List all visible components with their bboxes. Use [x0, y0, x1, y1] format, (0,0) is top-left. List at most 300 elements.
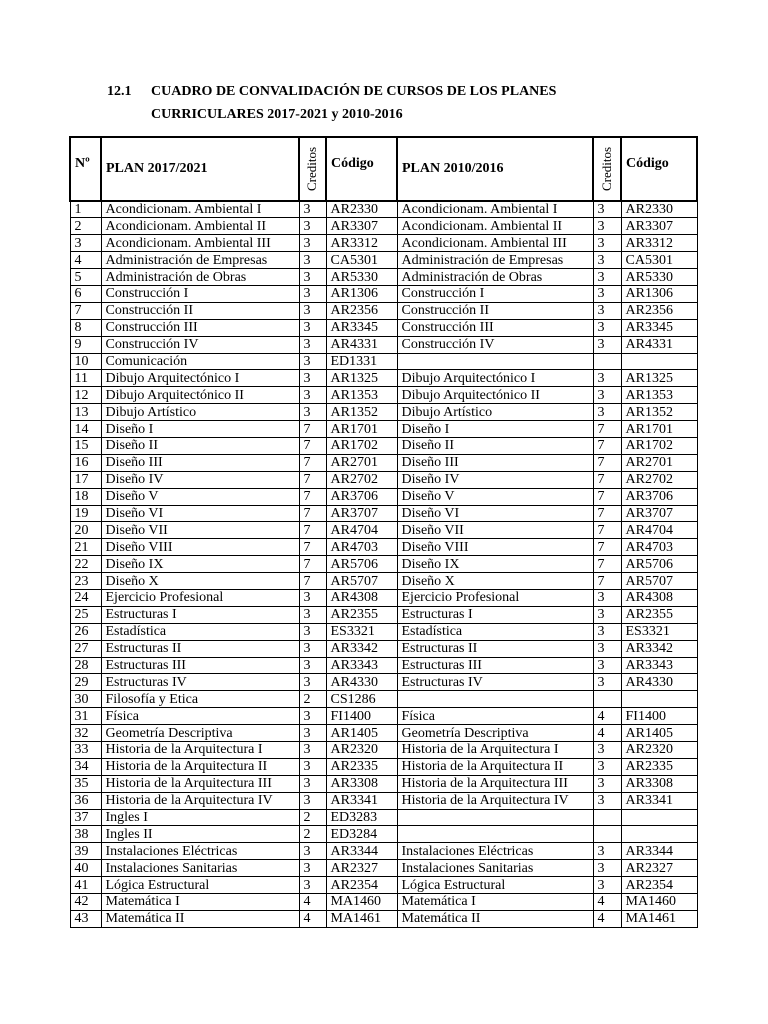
credits-2010-cell	[593, 353, 621, 370]
row-number-cell: 9	[70, 336, 101, 353]
section-title-line2: CURRICULARES 2017-2021 y 2010-2016	[151, 107, 403, 122]
code-2010-cell: MA1461	[621, 910, 697, 927]
credits-2017-cell: 7	[299, 421, 326, 438]
credits-2010-cell: 3	[593, 877, 621, 894]
row-number-cell: 42	[70, 894, 101, 911]
course-2010-cell: Diseño VII	[397, 522, 593, 539]
course-2017-cell: Instalaciones Sanitarias	[101, 860, 299, 877]
code-2017-cell: AR1325	[326, 370, 397, 387]
credits-2010-cell: 4	[593, 894, 621, 911]
row-number-cell: 5	[70, 269, 101, 286]
credits-2017-cell: 3	[299, 353, 326, 370]
code-2010-cell: MA1460	[621, 894, 697, 911]
credits-2010-cell: 3	[593, 218, 621, 235]
course-2017-cell: Acondicionam. Ambiental I	[101, 201, 299, 218]
code-2010-cell: AR3344	[621, 843, 697, 860]
row-number-cell: 3	[70, 235, 101, 252]
table-row	[70, 235, 697, 252]
course-2010-cell: Administración de Obras	[397, 269, 593, 286]
code-2017-cell: FI1400	[326, 708, 397, 725]
course-2010-cell: Lógica Estructural	[397, 877, 593, 894]
credits-2017-cell: 3	[299, 252, 326, 269]
credits-2010-cell: 7	[593, 539, 621, 556]
row-number-cell: 34	[70, 758, 101, 775]
credits-2017-cell: 3	[299, 775, 326, 792]
credits-2017-cell: 3	[299, 758, 326, 775]
table-row	[70, 539, 697, 556]
credits-2010-cell: 3	[593, 860, 621, 877]
credits-2017-cell: 3	[299, 877, 326, 894]
course-2010-cell: Estructuras III	[397, 657, 593, 674]
course-2017-cell: Construcción II	[101, 302, 299, 319]
header-number: Nº	[70, 137, 101, 201]
credits-2017-cell: 3	[299, 792, 326, 809]
course-2017-cell: Filosofía y Etica	[101, 691, 299, 708]
credits-2017-cell: 7	[299, 522, 326, 539]
code-2017-cell: AR2356	[326, 302, 397, 319]
code-2010-cell: AR1405	[621, 725, 697, 742]
code-2010-cell: AR2354	[621, 877, 697, 894]
code-2017-cell: ES3321	[326, 623, 397, 640]
table-row	[70, 623, 697, 640]
code-2010-cell: AR3345	[621, 319, 697, 336]
course-2017-cell: Física	[101, 708, 299, 725]
table-row	[70, 218, 697, 235]
table-row	[70, 573, 697, 590]
course-2010-cell: Construcción IV	[397, 336, 593, 353]
table-row	[70, 877, 697, 894]
code-2017-cell: AR1306	[326, 285, 397, 302]
credits-2017-cell: 3	[299, 860, 326, 877]
course-2010-cell: Estructuras IV	[397, 674, 593, 691]
course-2010-cell: Dibujo Arquitectónico I	[397, 370, 593, 387]
course-2010-cell: Administración de Empresas	[397, 252, 593, 269]
row-number-cell: 13	[70, 404, 101, 421]
row-number-cell: 25	[70, 606, 101, 623]
row-number-cell: 14	[70, 421, 101, 438]
table-row	[70, 201, 697, 218]
credits-2010-cell: 7	[593, 454, 621, 471]
course-2017-cell: Ingles II	[101, 826, 299, 843]
code-2017-cell: AR4330	[326, 674, 397, 691]
course-2010-cell: Historia de la Arquitectura IV	[397, 792, 593, 809]
table-row	[70, 302, 697, 319]
credits-2017-cell: 2	[299, 809, 326, 826]
code-2010-cell: FI1400	[621, 708, 697, 725]
row-number-cell: 24	[70, 589, 101, 606]
credits-2010-cell: 3	[593, 674, 621, 691]
credits-2017-cell: 3	[299, 319, 326, 336]
course-2017-cell: Matemática II	[101, 910, 299, 927]
course-2017-cell: Administración de Empresas	[101, 252, 299, 269]
code-2010-cell: AR5707	[621, 573, 697, 590]
code-2017-cell: AR3308	[326, 775, 397, 792]
course-2010-cell: Diseño VIII	[397, 539, 593, 556]
course-2017-cell: Construcción III	[101, 319, 299, 336]
row-number-cell: 26	[70, 623, 101, 640]
credits-2010-cell: 3	[593, 623, 621, 640]
code-2017-cell: AR3345	[326, 319, 397, 336]
code-2010-cell: AR1352	[621, 404, 697, 421]
code-2017-cell: AR3706	[326, 488, 397, 505]
table-row	[70, 336, 697, 353]
course-2017-cell: Dibujo Arquitectónico I	[101, 370, 299, 387]
course-2010-cell: Historia de la Arquitectura III	[397, 775, 593, 792]
course-2017-cell: Estadística	[101, 623, 299, 640]
code-2017-cell: CS1286	[326, 691, 397, 708]
course-2010-cell	[397, 826, 593, 843]
table-row	[70, 269, 697, 286]
credits-2010-cell: 4	[593, 708, 621, 725]
course-2010-cell: Geometría Descriptiva	[397, 725, 593, 742]
course-2010-cell: Diseño IX	[397, 556, 593, 573]
row-number-cell: 35	[70, 775, 101, 792]
credits-2017-cell: 3	[299, 336, 326, 353]
credits-2010-cell	[593, 809, 621, 826]
table-row	[70, 589, 697, 606]
row-number-cell: 28	[70, 657, 101, 674]
code-2017-cell: AR3341	[326, 792, 397, 809]
table-row	[70, 657, 697, 674]
code-2017-cell: AR5706	[326, 556, 397, 573]
code-2017-cell: AR4704	[326, 522, 397, 539]
code-2010-cell: AR3342	[621, 640, 697, 657]
table-row	[70, 708, 697, 725]
credits-2017-cell: 7	[299, 556, 326, 573]
code-2017-cell: MA1461	[326, 910, 397, 927]
course-2010-cell: Acondicionam. Ambiental II	[397, 218, 593, 235]
credits-2017-cell: 3	[299, 657, 326, 674]
row-number-cell: 1	[70, 201, 101, 218]
code-2017-cell: AR2327	[326, 860, 397, 877]
table-row	[70, 387, 697, 404]
row-number-cell: 18	[70, 488, 101, 505]
course-2017-cell: Diseño I	[101, 421, 299, 438]
credits-2017-cell: 3	[299, 742, 326, 759]
course-2017-cell: Construcción IV	[101, 336, 299, 353]
credits-2010-cell: 3	[593, 404, 621, 421]
credits-2017-cell: 7	[299, 437, 326, 454]
credits-2010-cell: 3	[593, 370, 621, 387]
credits-2017-cell: 4	[299, 910, 326, 927]
header-code-2017: Código	[326, 137, 397, 201]
table-row	[70, 792, 697, 809]
credits-2017-cell: 7	[299, 488, 326, 505]
code-2010-cell: AR3707	[621, 505, 697, 522]
credits-2017-cell: 3	[299, 623, 326, 640]
row-number-cell: 38	[70, 826, 101, 843]
course-2010-cell: Diseño VI	[397, 505, 593, 522]
row-number-cell: 33	[70, 742, 101, 759]
row-number-cell: 8	[70, 319, 101, 336]
credits-2010-cell: 3	[593, 387, 621, 404]
header-plan-2010: PLAN 2010/2016	[397, 137, 593, 201]
course-2010-cell: Historia de la Arquitectura I	[397, 742, 593, 759]
code-2017-cell: ED1331	[326, 353, 397, 370]
code-2010-cell: AR3312	[621, 235, 697, 252]
code-2010-cell: AR5330	[621, 269, 697, 286]
course-2010-cell: Diseño I	[397, 421, 593, 438]
table-row	[70, 742, 697, 759]
credits-2017-cell: 3	[299, 285, 326, 302]
row-number-cell: 2	[70, 218, 101, 235]
credits-2010-cell: 7	[593, 488, 621, 505]
credits-2017-cell: 3	[299, 370, 326, 387]
table-row	[70, 488, 697, 505]
course-2017-cell: Diseño II	[101, 437, 299, 454]
course-2017-cell: Ingles I	[101, 809, 299, 826]
row-number-cell: 40	[70, 860, 101, 877]
course-2017-cell: Diseño III	[101, 454, 299, 471]
row-number-cell: 7	[70, 302, 101, 319]
code-2017-cell: AR1353	[326, 387, 397, 404]
code-2017-cell: AR3312	[326, 235, 397, 252]
course-2010-cell: Diseño II	[397, 437, 593, 454]
code-2010-cell: AR2355	[621, 606, 697, 623]
code-2017-cell: AR4703	[326, 539, 397, 556]
course-2017-cell: Matemática I	[101, 894, 299, 911]
code-2010-cell: AR3307	[621, 218, 697, 235]
course-2017-cell: Acondicionam. Ambiental III	[101, 235, 299, 252]
table-row	[70, 860, 697, 877]
code-2010-cell: AR1701	[621, 421, 697, 438]
credits-2017-cell: 3	[299, 674, 326, 691]
course-2010-cell: Construcción I	[397, 285, 593, 302]
row-number-cell: 15	[70, 437, 101, 454]
row-number-cell: 29	[70, 674, 101, 691]
row-number-cell: 4	[70, 252, 101, 269]
row-number-cell: 32	[70, 725, 101, 742]
credits-2017-cell: 3	[299, 387, 326, 404]
course-2010-cell: Diseño V	[397, 488, 593, 505]
course-2010-cell: Instalaciones Sanitarias	[397, 860, 593, 877]
code-2010-cell: AR2335	[621, 758, 697, 775]
table-row	[70, 252, 697, 269]
course-2017-cell: Historia de la Arquitectura IV	[101, 792, 299, 809]
credits-2010-cell	[593, 691, 621, 708]
credits-2010-cell: 3	[593, 336, 621, 353]
code-2010-cell: AR4331	[621, 336, 697, 353]
course-2017-cell: Acondicionam. Ambiental II	[101, 218, 299, 235]
credits-2017-cell: 7	[299, 454, 326, 471]
credits-2010-cell: 7	[593, 522, 621, 539]
table-header-row	[70, 137, 697, 201]
credits-2010-cell: 3	[593, 657, 621, 674]
section-title-line1: CUADRO DE CONVALIDACIÓN DE CURSOS DE LOS PLANES	[151, 84, 557, 99]
table-row	[70, 353, 697, 370]
course-2010-cell: Instalaciones Eléctricas	[397, 843, 593, 860]
course-2017-cell: Diseño VII	[101, 522, 299, 539]
credits-2017-cell: 3	[299, 235, 326, 252]
course-2010-cell: Dibujo Arquitectónico II	[397, 387, 593, 404]
credits-2010-cell: 7	[593, 437, 621, 454]
course-2017-cell: Dibujo Arquitectónico II	[101, 387, 299, 404]
code-2010-cell: AR2320	[621, 742, 697, 759]
course-2017-cell: Estructuras IV	[101, 674, 299, 691]
table-row	[70, 826, 697, 843]
code-2017-cell: AR2355	[326, 606, 397, 623]
course-2017-cell: Estructuras III	[101, 657, 299, 674]
row-number-cell: 19	[70, 505, 101, 522]
table-row	[70, 809, 697, 826]
table-row	[70, 691, 697, 708]
table-row	[70, 640, 697, 657]
course-2017-cell: Diseño IV	[101, 471, 299, 488]
code-2017-cell: MA1460	[326, 894, 397, 911]
code-2017-cell: AR4331	[326, 336, 397, 353]
course-2010-cell: Diseño III	[397, 454, 593, 471]
credits-2017-cell: 7	[299, 573, 326, 590]
course-2017-cell: Estructuras I	[101, 606, 299, 623]
credits-2010-cell: 3	[593, 201, 621, 218]
credits-2010-cell: 3	[593, 640, 621, 657]
course-2010-cell: Construcción II	[397, 302, 593, 319]
course-2010-cell	[397, 809, 593, 826]
course-2010-cell	[397, 691, 593, 708]
row-number-cell: 31	[70, 708, 101, 725]
row-number-cell: 17	[70, 471, 101, 488]
course-2017-cell: Diseño VI	[101, 505, 299, 522]
code-2010-cell: AR2330	[621, 201, 697, 218]
code-2017-cell: AR2320	[326, 742, 397, 759]
code-2017-cell: AR3342	[326, 640, 397, 657]
code-2010-cell	[621, 353, 697, 370]
credits-2017-cell: 3	[299, 843, 326, 860]
code-2010-cell	[621, 826, 697, 843]
row-number-cell: 12	[70, 387, 101, 404]
code-2017-cell: CA5301	[326, 252, 397, 269]
course-2017-cell: Ejercicio Profesional	[101, 589, 299, 606]
credits-2010-cell: 7	[593, 556, 621, 573]
course-2017-cell: Geometría Descriptiva	[101, 725, 299, 742]
header-credits-2010	[593, 137, 621, 201]
credits-2017-cell: 7	[299, 505, 326, 522]
code-2017-cell: AR2702	[326, 471, 397, 488]
code-2010-cell: CA5301	[621, 252, 697, 269]
course-2010-cell: Ejercicio Profesional	[397, 589, 593, 606]
course-2017-cell: Estructuras II	[101, 640, 299, 657]
code-2017-cell: AR3307	[326, 218, 397, 235]
credits-2010-cell: 3	[593, 285, 621, 302]
credits-2017-cell: 7	[299, 471, 326, 488]
course-2017-cell: Lógica Estructural	[101, 877, 299, 894]
credits-2010-cell: 4	[593, 910, 621, 927]
code-2010-cell: AR1325	[621, 370, 697, 387]
credits-2017-cell: 2	[299, 826, 326, 843]
course-2010-cell: Construcción III	[397, 319, 593, 336]
table-row	[70, 894, 697, 911]
table-row	[70, 437, 697, 454]
table-row	[70, 471, 697, 488]
course-2017-cell: Diseño V	[101, 488, 299, 505]
credits-2017-cell: 3	[299, 606, 326, 623]
code-2017-cell: AR1702	[326, 437, 397, 454]
code-2010-cell: AR1306	[621, 285, 697, 302]
code-2010-cell: AR2356	[621, 302, 697, 319]
credits-2010-cell: 3	[593, 758, 621, 775]
code-2017-cell: ED3284	[326, 826, 397, 843]
course-2010-cell: Matemática II	[397, 910, 593, 927]
course-2010-cell: Diseño X	[397, 573, 593, 590]
course-2010-cell: Estadística	[397, 623, 593, 640]
table-row	[70, 725, 697, 742]
row-number-cell: 6	[70, 285, 101, 302]
course-2010-cell: Diseño IV	[397, 471, 593, 488]
credits-2017-cell: 3	[299, 708, 326, 725]
credits-2010-cell: 7	[593, 471, 621, 488]
credits-2017-cell: 2	[299, 691, 326, 708]
credits-2017-cell: 3	[299, 269, 326, 286]
credits-2010-cell	[593, 826, 621, 843]
header-code-2010: Código	[621, 137, 697, 201]
course-2017-cell: Diseño X	[101, 573, 299, 590]
code-2010-cell: AR3706	[621, 488, 697, 505]
course-2010-cell: Física	[397, 708, 593, 725]
table-row	[70, 606, 697, 623]
header-credits-2010-label: Creditos	[599, 146, 614, 192]
table-row	[70, 505, 697, 522]
code-2017-cell: AR1701	[326, 421, 397, 438]
credits-2010-cell: 3	[593, 269, 621, 286]
credits-2017-cell: 4	[299, 894, 326, 911]
row-number-cell: 11	[70, 370, 101, 387]
code-2010-cell: AR2701	[621, 454, 697, 471]
table-row	[70, 758, 697, 775]
table-row	[70, 674, 697, 691]
credits-2017-cell: 3	[299, 201, 326, 218]
code-2010-cell	[621, 809, 697, 826]
table-row	[70, 910, 697, 927]
code-2017-cell: AR3343	[326, 657, 397, 674]
code-2010-cell: ES3321	[621, 623, 697, 640]
code-2010-cell: AR2327	[621, 860, 697, 877]
course-2010-cell: Historia de la Arquitectura II	[397, 758, 593, 775]
course-2017-cell: Comunicación	[101, 353, 299, 370]
credits-2010-cell: 7	[593, 573, 621, 590]
course-2010-cell: Acondicionam. Ambiental III	[397, 235, 593, 252]
table-row	[70, 843, 697, 860]
code-2010-cell: AR3341	[621, 792, 697, 809]
course-2010-cell: Matemática I	[397, 894, 593, 911]
row-number-cell: 36	[70, 792, 101, 809]
code-2010-cell: AR1702	[621, 437, 697, 454]
code-2010-cell: AR2702	[621, 471, 697, 488]
code-2010-cell: AR3308	[621, 775, 697, 792]
row-number-cell: 37	[70, 809, 101, 826]
course-2010-cell: Estructuras II	[397, 640, 593, 657]
table-body	[70, 201, 697, 927]
course-2017-cell: Historia de la Arquitectura II	[101, 758, 299, 775]
convalidation-table	[69, 136, 698, 928]
row-number-cell: 22	[70, 556, 101, 573]
row-number-cell: 21	[70, 539, 101, 556]
course-2017-cell: Instalaciones Eléctricas	[101, 843, 299, 860]
code-2010-cell: AR5706	[621, 556, 697, 573]
code-2017-cell: AR3707	[326, 505, 397, 522]
header-credits-2017	[299, 137, 326, 201]
course-2017-cell: Historia de la Arquitectura III	[101, 775, 299, 792]
code-2017-cell: AR4308	[326, 589, 397, 606]
credits-2017-cell: 3	[299, 640, 326, 657]
table-row	[70, 522, 697, 539]
course-2010-cell: Dibujo Artístico	[397, 404, 593, 421]
code-2017-cell: AR5330	[326, 269, 397, 286]
code-2017-cell: AR1352	[326, 404, 397, 421]
credits-2010-cell: 3	[593, 589, 621, 606]
credits-2010-cell: 7	[593, 505, 621, 522]
credits-2010-cell: 3	[593, 302, 621, 319]
credits-2017-cell: 3	[299, 302, 326, 319]
